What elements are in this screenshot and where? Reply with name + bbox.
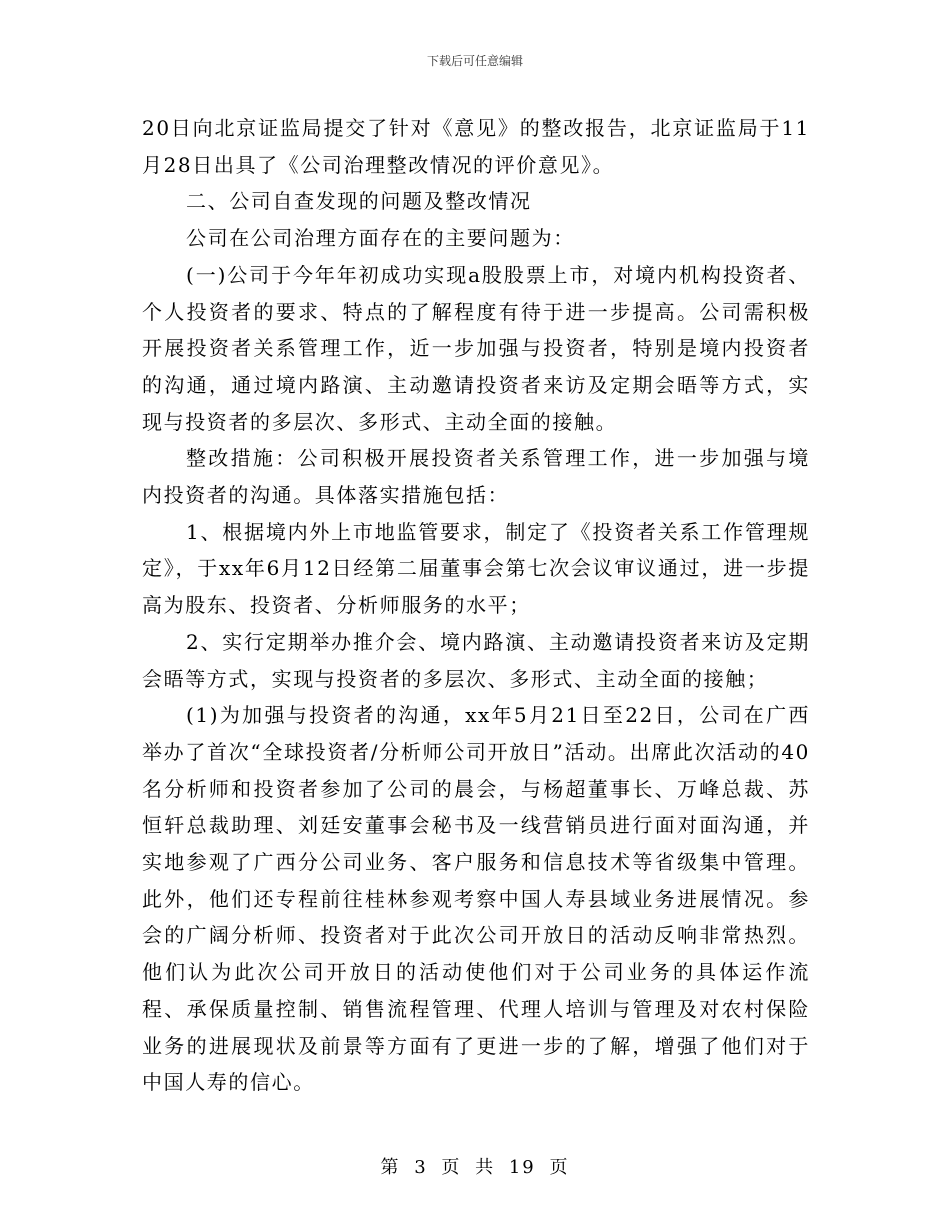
paragraph-problem-1: (一)公司于今年年初成功实现a股股票上市，对境内机构投资者、个人投资者的要求、特点的了解程度有待于进一步提高。公司需积极开展投资者关系管理工作，近一步加强与投资者，特别是境内投资者的沟通，通过境内路演、主动邀请投资者来访及定期会晤等方式，实现与投资者的多层次、多形式、主动全面的接触。 — [142, 262, 810, 434]
paragraph-measures: 整改措施：公司积极开展投资者关系管理工作，进一步加强与境内投资者的沟通。具体落实措施包括： — [142, 446, 810, 508]
page-number-footer: 第 3 页 共 19 页 — [380, 1157, 570, 1178]
paragraph-measure-2-1: (1)为加强与投资者的沟通，xx年5月21日至22日，公司在广西举办了首次“全球投资者/分析师公司开放日”活动。出席此次活动的40名分析师和投资者参加了公司的晨会，与杨超董事长、万峰总裁、苏恒轩总裁助理、刘廷安董事会秘书及一线营销员进行面对面沟通，并实地参观了广西分公司业务、客户服务和信息技术等省级集中管理。此外，他们还专程前往桂林参观考察中国人寿县域业务进展情况。参会的广阔分析师、投资者对于此次公司开放日的活动反响非常热烈。他们认为此次公司开放日的活动使他们对于公司业务的具体运作流程、承保质量控制、销售流程管理、代理人培训与管理及对农村保险业务的进展现状及前景等方面有了更进一步的了解，增强了他们对于中国人寿的信心。 — [142, 703, 810, 1095]
page-header-note: 下载后可任意编辑 — [426, 54, 523, 68]
section-heading-2: 二、公司自查发现的问题及整改情况 — [186, 189, 532, 214]
paragraph-measure-2: 2、实行定期举办推介会、境内路演、主动邀请投资者来访及定期会晤等方式，实现与投资者的多层次、多形式、主动全面的接触； — [142, 629, 810, 691]
paragraph-1: 20日向北京证监局提交了针对《意见》的整改报告，北京证监局于11月28日出具了《公司治理整改情况的评价意见》。 — [142, 116, 810, 177]
paragraph-measure-1: 1、根据境内外上市地监管要求，制定了《投资者关系工作管理规定》，于xx年6月12日经第二届董事会第七次会议审议通过，进一步提高为股东、投资者、分析师服务的水平； — [142, 519, 810, 618]
paragraph-intro-problems: 公司在公司治理方面存在的主要问题为： — [186, 226, 575, 251]
document-body — [142, 110, 810, 1101]
